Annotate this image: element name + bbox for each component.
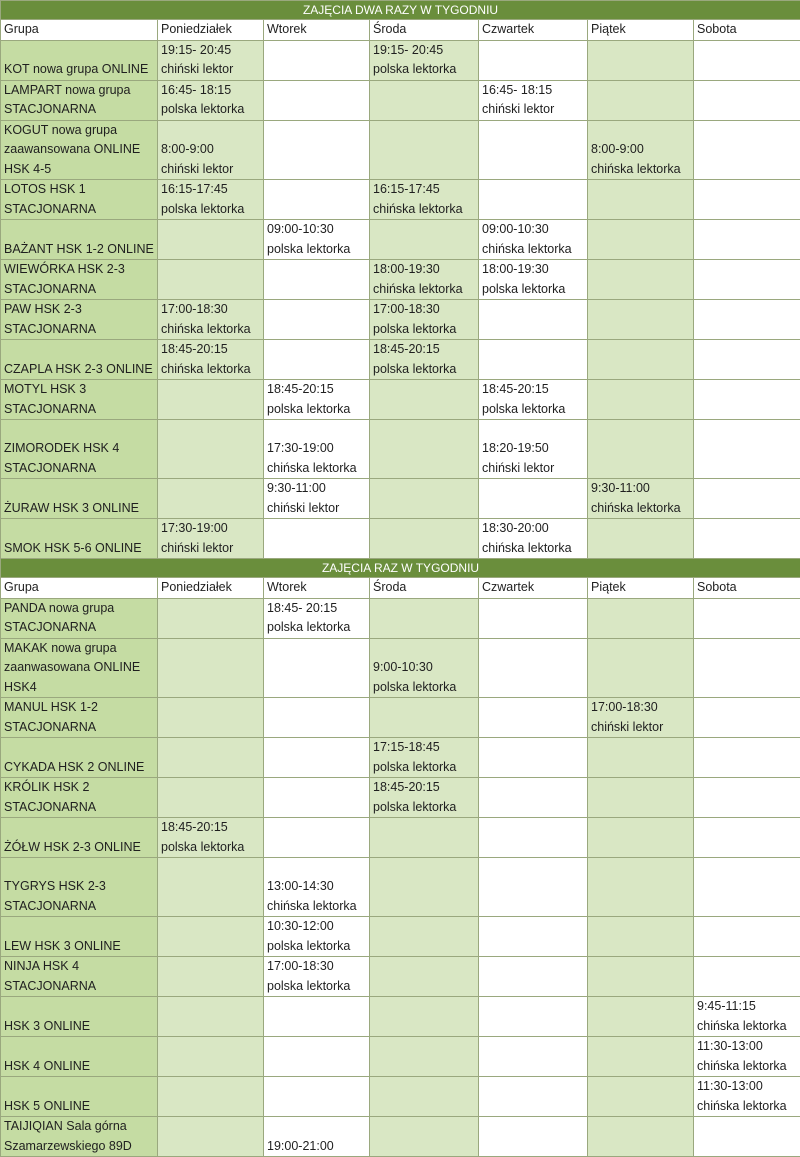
slot-piatek xyxy=(588,120,694,180)
slot-wtorek xyxy=(264,180,370,220)
slot-teacher: polska lektorka xyxy=(161,100,260,120)
slot-czwartek xyxy=(479,260,588,300)
slot-time: 17:30-19:00 xyxy=(161,519,260,539)
slot-piatek xyxy=(588,479,694,519)
slot-piatek xyxy=(588,997,694,1037)
schedule-row xyxy=(1,180,800,220)
slot-czwartek xyxy=(479,638,588,698)
slot-time: 9:45-11:15 xyxy=(697,997,797,1017)
slot-time: 16:45- 18:15 xyxy=(161,81,260,101)
slot-time: 09:00-10:30 xyxy=(482,220,584,240)
slot-teacher: polska lektorka xyxy=(161,838,260,858)
slot-teacher: polska lektorka xyxy=(161,200,260,220)
slot-sobota xyxy=(694,519,800,559)
slot-sobota xyxy=(694,40,800,80)
group-name: LOTOS HSK 1 STACJONARNA xyxy=(1,180,158,220)
slot-czwartek xyxy=(479,340,588,380)
slot-piatek xyxy=(588,598,694,638)
schedule-row xyxy=(1,80,800,120)
slot-wtorek xyxy=(264,420,370,479)
slot-teacher: polska lektorka xyxy=(482,400,584,420)
group-name: ŻURAW HSK 3 ONLINE xyxy=(1,479,158,519)
schedule-row xyxy=(1,420,800,479)
slot-teacher: polska lektorka xyxy=(373,678,475,698)
slot-time: 17:00-18:30 xyxy=(161,300,260,320)
slot-sroda xyxy=(370,40,479,80)
slot-time: 18:00-19:30 xyxy=(373,260,475,280)
slot-time: 18:45-20:15 xyxy=(373,778,475,798)
slot-time: 18:45-20:15 xyxy=(267,380,366,400)
slot-wtorek xyxy=(264,1037,370,1077)
slot-wtorek xyxy=(264,738,370,778)
slot-time: 8:00-9:00 xyxy=(591,140,690,160)
slot-sroda xyxy=(370,917,479,957)
schedule-row xyxy=(1,858,800,917)
slot-czwartek xyxy=(479,180,588,220)
slot-poniedzialek xyxy=(158,1077,264,1117)
slot-czwartek xyxy=(479,698,588,738)
slot-czwartek xyxy=(479,380,588,420)
slot-piatek xyxy=(588,818,694,858)
slot-sroda xyxy=(370,479,479,519)
slot-time: 9:00-10:30 xyxy=(373,658,475,678)
group-name: TAIJIQIAN Sala górna Szamarzewskiego 89D xyxy=(1,1117,158,1157)
slot-czwartek xyxy=(479,738,588,778)
slot-time: 18:45-20:15 xyxy=(482,380,584,400)
slot-poniedzialek xyxy=(158,738,264,778)
slot-sobota xyxy=(694,80,800,120)
slot-time: 19:15- 20:45 xyxy=(373,41,475,61)
schedule-row xyxy=(1,698,800,738)
slot-wtorek xyxy=(264,220,370,260)
slot-piatek xyxy=(588,1117,694,1157)
slot-sobota xyxy=(694,380,800,420)
slot-time: 18:00-19:30 xyxy=(482,260,584,280)
slot-poniedzialek xyxy=(158,778,264,818)
group-name: HSK 5 ONLINE xyxy=(1,1077,158,1117)
slot-teacher: chińska lektorka xyxy=(697,1017,797,1037)
slot-sroda xyxy=(370,340,479,380)
slot-teacher: chińska lektorka xyxy=(697,1057,797,1077)
group-name: LEW HSK 3 ONLINE xyxy=(1,917,158,957)
schedule-row xyxy=(1,300,800,340)
slot-poniedzialek xyxy=(158,997,264,1037)
slot-teacher: polska lektorka xyxy=(373,758,475,778)
slot-czwartek xyxy=(479,858,588,917)
slot-poniedzialek xyxy=(158,638,264,698)
section-title: ZAJĘCIA DWA RAZY W TYGODNIU xyxy=(1,1,800,20)
slot-czwartek xyxy=(479,519,588,559)
slot-sroda xyxy=(370,519,479,559)
slot-wtorek xyxy=(264,598,370,638)
slot-teacher: chińska lektorka xyxy=(267,459,366,479)
slot-teacher: chiński lektor xyxy=(591,718,690,738)
schedule-row xyxy=(1,220,800,260)
slot-time: 16:45- 18:15 xyxy=(482,81,584,101)
slot-teacher: polska lektorka xyxy=(267,618,366,638)
slot-time: 18:45-20:15 xyxy=(161,818,260,838)
slot-sroda xyxy=(370,778,479,818)
header-day-sroda: Środa xyxy=(370,578,479,599)
slot-sroda xyxy=(370,260,479,300)
slot-wtorek xyxy=(264,80,370,120)
slot-time: 09:00-10:30 xyxy=(267,220,366,240)
group-name: NINJA HSK 4 STACJONARNA xyxy=(1,957,158,997)
slot-sroda xyxy=(370,220,479,260)
slot-time: 17:00-18:30 xyxy=(373,300,475,320)
slot-time: 19:15- 20:45 xyxy=(161,41,260,61)
slot-sroda xyxy=(370,738,479,778)
schedule-row xyxy=(1,917,800,957)
slot-teacher: chińska lektorka xyxy=(482,539,584,559)
slot-sobota xyxy=(694,340,800,380)
slot-sobota xyxy=(694,120,800,180)
schedule-row xyxy=(1,340,800,380)
header-day-sobota: Sobota xyxy=(694,20,800,41)
slot-teacher: chiński lektor xyxy=(161,539,260,559)
slot-teacher: polska lektorka xyxy=(267,937,366,957)
slot-teacher: polska lektorka xyxy=(373,320,475,340)
group-name: KOGUT nowa grupa zaawansowana ONLINE HSK 4-5 xyxy=(1,120,158,180)
header-day-piatek: Piątek xyxy=(588,20,694,41)
slot-poniedzialek xyxy=(158,380,264,420)
slot-sobota xyxy=(694,479,800,519)
slot-teacher: polska lektorka xyxy=(267,977,366,997)
slot-time: 17:00-18:30 xyxy=(267,957,366,977)
schedule-row xyxy=(1,120,800,180)
slot-teacher: polska lektorka xyxy=(373,60,475,80)
slot-czwartek xyxy=(479,479,588,519)
header-day-czwartek: Czwartek xyxy=(479,578,588,599)
slot-czwartek xyxy=(479,220,588,260)
slot-time: 17:30-19:00 xyxy=(267,439,366,459)
slot-time: 13:00-14:30 xyxy=(267,877,366,897)
slot-czwartek xyxy=(479,997,588,1037)
group-name: PANDA nowa grupa STACJONARNA xyxy=(1,598,158,638)
slot-wtorek xyxy=(264,917,370,957)
slot-sroda xyxy=(370,858,479,917)
slot-time: 17:00-18:30 xyxy=(591,698,690,718)
slot-poniedzialek xyxy=(158,479,264,519)
slot-sroda xyxy=(370,300,479,340)
schedule-row xyxy=(1,818,800,858)
slot-time: 9:30-11:00 xyxy=(267,479,366,499)
slot-sroda xyxy=(370,1117,479,1157)
group-name: CZAPLA HSK 2-3 ONLINE xyxy=(1,340,158,380)
slot-czwartek xyxy=(479,40,588,80)
header-day-piatek: Piątek xyxy=(588,578,694,599)
slot-poniedzialek xyxy=(158,1037,264,1077)
slot-sroda xyxy=(370,598,479,638)
slot-sobota xyxy=(694,917,800,957)
schedule-row xyxy=(1,40,800,80)
slot-teacher: chińska lektorka xyxy=(373,280,475,300)
slot-wtorek xyxy=(264,997,370,1037)
slot-poniedzialek xyxy=(158,340,264,380)
slot-teacher: chińska lektorka xyxy=(482,240,584,260)
slot-czwartek xyxy=(479,917,588,957)
slot-wtorek xyxy=(264,818,370,858)
slot-poniedzialek xyxy=(158,818,264,858)
slot-wtorek xyxy=(264,120,370,180)
group-name: KOT nowa grupa ONLINE xyxy=(1,40,158,80)
slot-wtorek xyxy=(264,858,370,917)
slot-sobota xyxy=(694,598,800,638)
slot-sobota xyxy=(694,638,800,698)
group-name: ZIMORODEK HSK 4 STACJONARNA xyxy=(1,420,158,479)
slot-sroda xyxy=(370,638,479,698)
slot-teacher: chiński lektor xyxy=(161,160,260,180)
slot-poniedzialek xyxy=(158,420,264,479)
slot-wtorek xyxy=(264,340,370,380)
slot-sobota xyxy=(694,1037,800,1077)
slot-teacher: chiński lektor xyxy=(161,60,260,80)
slot-sobota xyxy=(694,778,800,818)
slot-sobota xyxy=(694,858,800,917)
slot-czwartek xyxy=(479,1117,588,1157)
slot-czwartek xyxy=(479,420,588,479)
slot-piatek xyxy=(588,917,694,957)
slot-piatek xyxy=(588,957,694,997)
group-name: KRÓLIK HSK 2 STACJONARNA xyxy=(1,778,158,818)
group-name: MANUL HSK 1-2 STACJONARNA xyxy=(1,698,158,738)
slot-time: 18:45-20:15 xyxy=(373,340,475,360)
slot-teacher: polska lektorka xyxy=(267,240,366,260)
slot-teacher: chiński lektor xyxy=(482,100,584,120)
slot-czwartek xyxy=(479,598,588,638)
header-day-czwartek: Czwartek xyxy=(479,20,588,41)
slot-piatek xyxy=(588,420,694,479)
slot-piatek xyxy=(588,698,694,738)
slot-piatek xyxy=(588,180,694,220)
schedule-row xyxy=(1,638,800,698)
group-name: ŻÓŁW HSK 2-3 ONLINE xyxy=(1,818,158,858)
slot-sobota xyxy=(694,180,800,220)
slot-time: 10:30-12:00 xyxy=(267,917,366,937)
slot-poniedzialek xyxy=(158,120,264,180)
slot-czwartek xyxy=(479,957,588,997)
slot-czwartek xyxy=(479,1037,588,1077)
slot-wtorek xyxy=(264,698,370,738)
slot-wtorek xyxy=(264,260,370,300)
slot-sobota xyxy=(694,300,800,340)
slot-poniedzialek xyxy=(158,40,264,80)
slot-teacher: polska lektorka xyxy=(373,360,475,380)
header-day-sobota: Sobota xyxy=(694,578,800,599)
slot-sobota xyxy=(694,957,800,997)
slot-time: 8:00-9:00 xyxy=(161,140,260,160)
slot-czwartek xyxy=(479,120,588,180)
slot-sobota xyxy=(694,420,800,479)
slot-piatek xyxy=(588,40,694,80)
slot-sobota xyxy=(694,698,800,738)
slot-poniedzialek xyxy=(158,260,264,300)
slot-teacher: chińska lektorka xyxy=(161,320,260,340)
slot-sobota xyxy=(694,738,800,778)
slot-poniedzialek xyxy=(158,698,264,738)
slot-time: 9:30-11:00 xyxy=(591,479,690,499)
slot-sobota xyxy=(694,260,800,300)
column-header-row xyxy=(1,578,800,599)
slot-piatek xyxy=(588,380,694,420)
slot-time: 17:15-18:45 xyxy=(373,738,475,758)
header-group: Grupa xyxy=(1,578,158,599)
slot-time: 11:30-13:00 xyxy=(697,1037,797,1057)
slot-wtorek xyxy=(264,40,370,80)
schedule-row xyxy=(1,997,800,1037)
slot-czwartek xyxy=(479,300,588,340)
slot-wtorek xyxy=(264,479,370,519)
slot-time: 18:20-19:50 xyxy=(482,439,584,459)
slot-teacher: polska lektorka xyxy=(373,798,475,818)
slot-wtorek xyxy=(264,638,370,698)
slot-poniedzialek xyxy=(158,519,264,559)
slot-poniedzialek xyxy=(158,80,264,120)
slot-poniedzialek xyxy=(158,858,264,917)
group-name: MAKAK nowa grupa zaanwasowana ONLINE HSK4 xyxy=(1,638,158,698)
slot-sroda xyxy=(370,180,479,220)
slot-czwartek xyxy=(479,778,588,818)
slot-sobota xyxy=(694,1117,800,1157)
slot-teacher: polska lektorka xyxy=(482,280,584,300)
slot-time: 18:30-20:00 xyxy=(482,519,584,539)
slot-sroda xyxy=(370,997,479,1037)
group-name: SMOK HSK 5-6 ONLINE xyxy=(1,519,158,559)
slot-sroda xyxy=(370,698,479,738)
header-day-sroda: Środa xyxy=(370,20,479,41)
slot-piatek xyxy=(588,778,694,818)
group-name: TYGRYS HSK 2-3 STACJONARNA xyxy=(1,858,158,917)
slot-wtorek xyxy=(264,1117,370,1157)
group-name: PAW HSK 2-3 STACJONARNA xyxy=(1,300,158,340)
schedule-row xyxy=(1,778,800,818)
slot-teacher: polska lektorka xyxy=(267,400,366,420)
slot-piatek xyxy=(588,300,694,340)
slot-sroda xyxy=(370,1077,479,1117)
schedule-row xyxy=(1,1077,800,1117)
slot-piatek xyxy=(588,738,694,778)
group-name: LAMPART nowa grupa STACJONARNA xyxy=(1,80,158,120)
slot-wtorek xyxy=(264,778,370,818)
slot-time: 18:45- 20:15 xyxy=(267,599,366,619)
schedule-row xyxy=(1,957,800,997)
slot-wtorek xyxy=(264,957,370,997)
header-day-poniedzialek: Poniedziałek xyxy=(158,20,264,41)
slot-piatek xyxy=(588,858,694,917)
header-day-poniedzialek: Poniedziałek xyxy=(158,578,264,599)
group-name: CYKADA HSK 2 ONLINE xyxy=(1,738,158,778)
slot-poniedzialek xyxy=(158,300,264,340)
slot-poniedzialek xyxy=(158,957,264,997)
slot-czwartek xyxy=(479,818,588,858)
slot-sroda xyxy=(370,420,479,479)
slot-wtorek xyxy=(264,1077,370,1117)
slot-czwartek xyxy=(479,80,588,120)
slot-sobota xyxy=(694,997,800,1037)
slot-poniedzialek xyxy=(158,598,264,638)
slot-sroda xyxy=(370,120,479,180)
slot-wtorek xyxy=(264,380,370,420)
slot-piatek xyxy=(588,220,694,260)
slot-sroda xyxy=(370,80,479,120)
group-name: BAŻANT HSK 1-2 ONLINE xyxy=(1,220,158,260)
slot-piatek xyxy=(588,638,694,698)
schedule-row xyxy=(1,260,800,300)
slot-piatek xyxy=(588,80,694,120)
slot-piatek xyxy=(588,340,694,380)
header-day-wtorek: Wtorek xyxy=(264,20,370,41)
slot-sroda xyxy=(370,957,479,997)
slot-teacher: chińska lektorka xyxy=(591,160,690,180)
slot-time: 16:15-17:45 xyxy=(373,180,475,200)
slot-piatek xyxy=(588,1037,694,1077)
column-header-row xyxy=(1,20,800,41)
group-name: MOTYL HSK 3 STACJONARNA xyxy=(1,380,158,420)
schedule-row xyxy=(1,1117,800,1157)
slot-sobota xyxy=(694,1077,800,1117)
section-banner-row xyxy=(1,559,800,578)
slot-wtorek xyxy=(264,300,370,340)
slot-wtorek xyxy=(264,519,370,559)
slot-sobota xyxy=(694,220,800,260)
slot-teacher: chińska lektorka xyxy=(697,1097,797,1117)
schedule-row xyxy=(1,479,800,519)
slot-time: 16:15-17:45 xyxy=(161,180,260,200)
group-name: HSK 3 ONLINE xyxy=(1,997,158,1037)
slot-sroda xyxy=(370,380,479,420)
slot-piatek xyxy=(588,1077,694,1117)
header-group: Grupa xyxy=(1,20,158,41)
slot-teacher: chińska lektorka xyxy=(267,897,366,917)
slot-sroda xyxy=(370,818,479,858)
slot-poniedzialek xyxy=(158,220,264,260)
slot-czwartek xyxy=(479,1077,588,1117)
slot-teacher: chiński lektor xyxy=(482,459,584,479)
section-title: ZAJĘCIA RAZ W TYGODNIU xyxy=(1,559,800,578)
slot-time: 11:30-13:00 xyxy=(697,1077,797,1097)
header-day-wtorek: Wtorek xyxy=(264,578,370,599)
schedule-row xyxy=(1,738,800,778)
slot-teacher: chińska lektorka xyxy=(161,360,260,380)
group-name: WIEWÓRKA HSK 2-3 STACJONARNA xyxy=(1,260,158,300)
slot-sroda xyxy=(370,1037,479,1077)
slot-teacher: chińska lektorka xyxy=(373,200,475,220)
slot-time: 19:00-21:00 xyxy=(267,1137,366,1157)
slot-teacher: chińska lektorka xyxy=(591,499,690,519)
slot-piatek xyxy=(588,260,694,300)
group-name: HSK 4 ONLINE xyxy=(1,1037,158,1077)
schedule-row xyxy=(1,598,800,638)
schedule-row xyxy=(1,380,800,420)
schedule-row xyxy=(1,1037,800,1077)
slot-poniedzialek xyxy=(158,1117,264,1157)
slot-poniedzialek xyxy=(158,917,264,957)
section-banner-row xyxy=(1,1,800,20)
slot-piatek xyxy=(588,519,694,559)
slot-time: 18:45-20:15 xyxy=(161,340,260,360)
slot-sobota xyxy=(694,818,800,858)
slot-teacher: chiński lektor xyxy=(267,499,366,519)
slot-poniedzialek xyxy=(158,180,264,220)
schedule-row xyxy=(1,519,800,559)
